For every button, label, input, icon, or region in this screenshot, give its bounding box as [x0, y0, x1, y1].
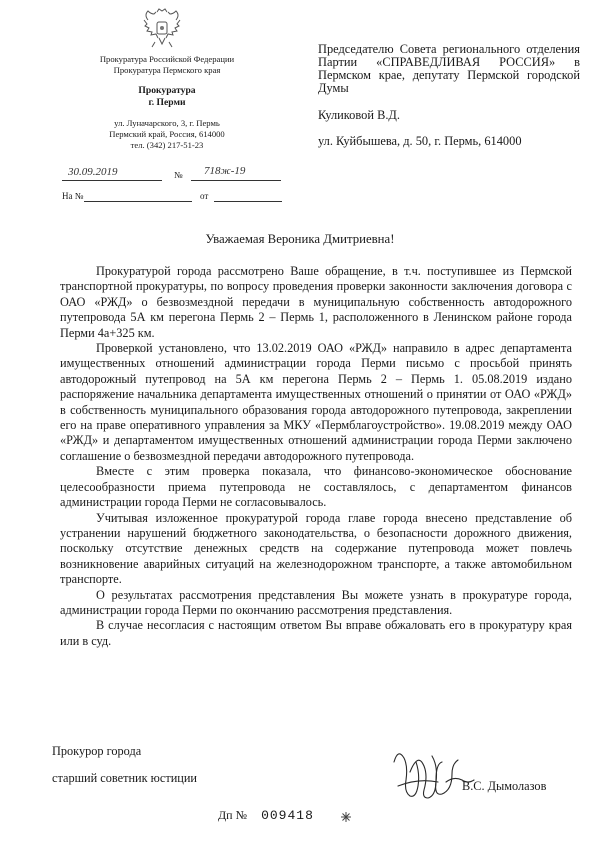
addressee-address: ул. Куйбышева, д. 50, г. Пермь, 614000	[318, 134, 522, 148]
body-paragraph-3: Вместе с этим проверка показала, что финансово-экономическое обоснование целесообразности приема путепровода не составлялось, с департаментом финансов администрации города Перми не согласовывалось.	[60, 464, 572, 510]
reg-date: 30.09.2019	[68, 166, 118, 178]
signer-title: Прокурор города	[52, 744, 142, 758]
body-paragraph-6: В случае несогласия с настоящим ответом Вы вправе обжаловать его в прокуратуру края или в суд.	[60, 618, 572, 648]
body-paragraph-2: Проверкой установлено, что 13.02.2019 ОАО «РЖД» направило в адрес департамента имущественных отношений администрации города Перми письмо с просьбой принять автодорожный путепровод на 5А км перегона Пермь 2 – Пермь 1. 05.08.2019 издано распоряжение начальника департамента имущественных отношений о принятии от ОАО «РЖД» в собственность муниципального образования города автодорожного путепровода, закреплении его на праве оперативного управления за МКУ «Пермблагоустройство». 19.08.2019 между ОАО «РЖД» и департаментом имущественных отношений администрации города Перми заключено соглашение о безвозмездной передачи автодорожного путепровода.	[60, 341, 572, 463]
snowflake-mark-icon	[341, 812, 351, 822]
reply-from-underline	[214, 201, 282, 202]
org-line-2: Прокуратура Пермского края	[113, 65, 221, 75]
addressee-name: Куликовой В.Д.	[318, 108, 400, 122]
reply-to-underline	[84, 201, 192, 202]
reg-number-underline	[191, 180, 281, 181]
reply-to-label: На №	[62, 191, 84, 201]
signer-name: В.С. Дымолазов	[462, 779, 547, 793]
office-line-1: Прокуратура	[138, 85, 196, 96]
double-headed-eagle-icon	[140, 6, 184, 50]
reply-to-line	[62, 191, 292, 205]
dp-number: 009418	[261, 808, 314, 823]
org-line-1: Прокуратура Российской Федерации	[99, 54, 235, 64]
dp-number-line	[218, 808, 314, 823]
address-line-1: ул. Луначарского, 3, г. Пермь	[114, 118, 220, 128]
greeting: Уважаемая Вероника Дмитриевна!	[205, 232, 395, 246]
signer-rank: старший советник юстиции	[52, 771, 198, 785]
address-line-2: Пермский край, Россия, 614000	[109, 129, 225, 139]
office-line-2: г. Перми	[148, 97, 186, 108]
body-paragraph-1: Прокуратурой города рассмотрено Ваше обращение, в т.ч. поступившее из Пермской транспортной прокуратуры, по вопросу проведения проверки законности заключения договора с ОАО «РЖД» о безвозмездной передачи в муниципальную собственность автодорожного путепровода 5А км перегона Пермь 2 – Пермь 1, расположенного в Ленинском районе города Перми 4а+325 км.	[60, 264, 572, 340]
sender-block	[62, 54, 272, 151]
office-name	[62, 85, 272, 109]
letter-body	[60, 264, 572, 649]
reg-number-label: №	[174, 170, 183, 180]
reg-date-underline	[62, 180, 162, 181]
sender-address	[62, 118, 272, 151]
registration-line	[26, 165, 286, 184]
address-line-3: тел. (342) 217-51-23	[130, 140, 204, 150]
body-paragraph-5: О результатах рассмотрения представления Вы можете узнать в прокуратуре города, администрации города Перми по окончанию рассмотрения представления.	[60, 587, 572, 617]
body-paragraph-4: Учитывая изложенное прокуратурой города главе города внесено представление об устранении нарушений бюджетного законодательства, о безопасности дорожного движения, поскольку отсутствие денежных средств на содержание путепровода может повлечь возникновение аварийных ситуаций на железнодорожном транспорте, а также автомобильном транспорте.	[60, 510, 572, 587]
addressee-position: Председателю Совета регионального отделения Партии «СПРАВЕДЛИВАЯ РОССИЯ» в Пермском крае, депутату Пермской городской Думы	[318, 42, 580, 95]
reply-from-label: от	[200, 191, 209, 201]
reg-number: 718ж-19	[204, 165, 246, 177]
handwritten-signature-icon	[388, 742, 478, 804]
addressee-block	[318, 43, 580, 148]
dp-label: Дп №	[218, 808, 248, 822]
